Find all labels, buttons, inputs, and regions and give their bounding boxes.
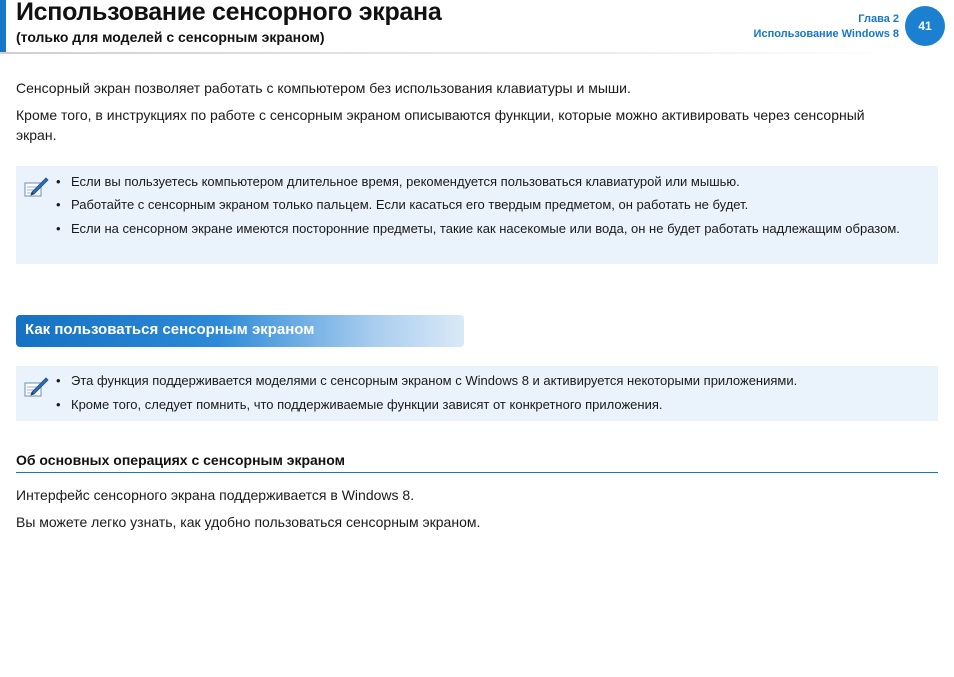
chapter-label bbox=[754, 12, 899, 42]
subsection-paragraph-2: Вы можете легко узнать, как удобно пользоваться сенсорным экраном. bbox=[16, 514, 481, 530]
list-item: • Работайте с сенсорным экраном только пальцем. Если касаться его твердым предметом, он работать не будет. bbox=[54, 194, 928, 215]
note-pen-icon bbox=[22, 374, 50, 400]
list-item: • Если на сенсорном экране имеются посторонние предметы, такие как насекомые или вода, он не будет работать надлежащим образом. bbox=[54, 218, 928, 239]
intro-paragraph-1: Сенсорный экран позволяет работать с компьютером без использования клавиатуры и мыши. bbox=[16, 80, 631, 96]
header-accent-bar bbox=[0, 0, 6, 52]
chapter-number: Глава 2 bbox=[858, 13, 899, 25]
note-1-list bbox=[54, 171, 928, 239]
note-2-list bbox=[54, 370, 928, 415]
chapter-title: Использование Windows 8 bbox=[753, 28, 899, 40]
page-number-badge: 41 bbox=[905, 6, 945, 46]
page-subtitle: (только для моделей с сенсорным экраном) bbox=[16, 29, 325, 45]
list-item: • Эта функция поддерживается моделями с сенсорным экраном с Windows 8 и активируется некоторыми приложениями. bbox=[54, 370, 928, 391]
subsection-heading bbox=[16, 451, 938, 473]
page-title: Использование сенсорного экрана bbox=[16, 0, 442, 26]
note-box-1 bbox=[16, 166, 938, 264]
section-title: Как пользоваться сенсорным экраном bbox=[25, 321, 315, 338]
note-pen-icon bbox=[22, 174, 50, 200]
section-header bbox=[16, 315, 464, 347]
header-divider bbox=[0, 52, 900, 54]
subsection-title: Об основных операциях с сенсорным экраном bbox=[16, 452, 345, 468]
subsection-paragraph-1: Интерфейс сенсорного экрана поддерживается в Windows 8. bbox=[16, 487, 415, 503]
note-box-2 bbox=[16, 366, 938, 421]
list-item: • Если вы пользуетесь компьютером длительное время, рекомендуется пользоваться клавиатурой или мышью. bbox=[54, 171, 928, 192]
list-item: • Кроме того, следует помнить, что поддерживаемые функции зависят от конкретного приложения. bbox=[54, 394, 928, 415]
intro-paragraph-2: Кроме того, в инструкциях по работе с сенсорным экраном описываются функции, которые можно активировать через сенсорный экран. bbox=[16, 107, 865, 143]
